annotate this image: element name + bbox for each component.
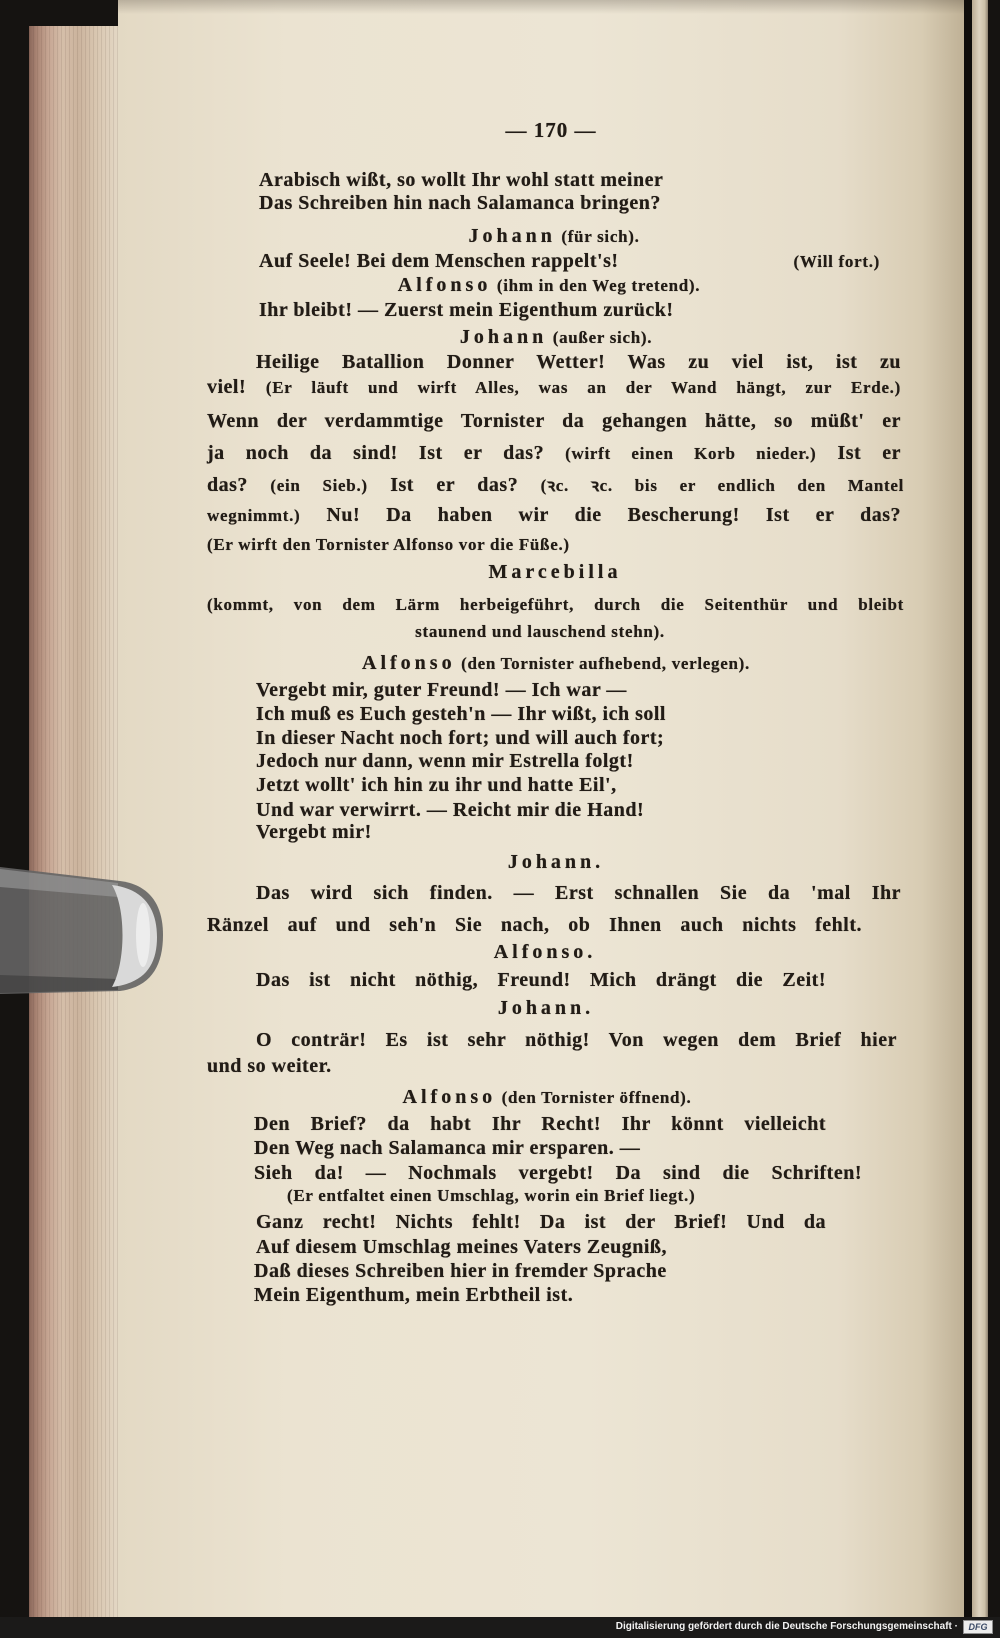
stage-direction-line: staunend und lauschend stehn).	[415, 622, 665, 641]
speech-text: Ist er das?	[390, 474, 519, 496]
speaker-line	[460, 324, 652, 351]
digitization-credit: Digitalisierung gefördert durch die Deutsche Forschungsgemeinschaft ·	[615, 1621, 958, 1632]
page-top-shadow	[118, 0, 964, 14]
text-line: In dieser Nacht noch fort; und will auch fort;	[256, 727, 665, 749]
speaker-name: Alfonso	[397, 274, 492, 296]
text-line	[207, 472, 904, 499]
page-edges-texture	[29, 26, 118, 1618]
speech-text: viel!	[207, 376, 247, 398]
speaker-line	[398, 272, 700, 299]
stage-direction: (Will fort.)	[793, 252, 880, 271]
text-line: O conträr! Es ist sehr nöthig! Von wegen dem Brief hier	[256, 1029, 897, 1051]
stage-direction: (außer sich).	[552, 328, 653, 347]
text-line: Vergebt mir!	[256, 821, 372, 843]
text-line	[207, 440, 901, 467]
stage-direction-line: (kommt, von dem Lärm herbeigeführt, durch die Seitenthür und bleibt	[207, 595, 904, 614]
speaker-line	[362, 650, 750, 677]
text-line	[259, 248, 880, 275]
stage-direction: (ꝛc. ꝛc. bis er endlich den Mantel	[540, 476, 904, 495]
text-line: Auf diesem Umschlag meines Vaters Zeugniß,	[256, 1236, 668, 1258]
text-line: Heilige Batallion Donner Wetter! Was zu viel ist, ist zu	[256, 351, 901, 373]
text-line: Jetzt wollt' ich hin zu ihr und hatte Eil',	[256, 774, 617, 796]
text-line: Daß dieses Schreiben hier in fremder Sprache	[254, 1260, 667, 1282]
speaker-name: Johann.	[507, 851, 605, 873]
page-clip	[0, 855, 170, 1005]
speech-text: das?	[207, 474, 248, 496]
text-line: Mein Eigenthum, mein Erbtheil ist.	[254, 1284, 574, 1306]
stage-direction: (den Tornister öffnend).	[501, 1088, 692, 1107]
text-line: Ränzel auf und seh'n Sie nach, ob Ihnen auch nichts fehlt.	[207, 914, 862, 936]
stage-direction-line: (Er wirft den Tornister Alfonso vor die Füße.)	[207, 535, 570, 554]
stage-direction: (für sich).	[561, 227, 640, 246]
stage-direction: wegnimmt.)	[207, 506, 301, 525]
speaker-name: Marcebilla	[488, 561, 622, 583]
page-number: — 170 —	[505, 118, 597, 142]
dfg-logo: DFG	[963, 1620, 993, 1634]
speaker-name: Alfonso	[362, 652, 456, 674]
text-line: Das wird sich finden. — Erst schnallen Sie da 'mal Ihr	[256, 882, 901, 904]
speaker-name: Alfonso.	[493, 941, 597, 963]
speaker-name: Johann.	[497, 997, 595, 1019]
speech-text: Nu! Da haben wir die Bescherung! Ist er das?	[326, 504, 901, 526]
stage-direction: (wirft einen Korb nieder.)	[565, 444, 817, 463]
stage-direction: (den Tornister aufhebend, verlegen).	[461, 654, 750, 673]
text-line: Das Schreiben hin nach Salamanca bringen?	[259, 192, 661, 214]
text-line: Sieh da! — Nochmals vergebt! Da sind die Schriften!	[254, 1162, 862, 1184]
text-line: Vergebt mir, guter Freund! — Ich war —	[256, 679, 627, 701]
text-line: Den Weg nach Salamanca mir ersparen. —	[254, 1137, 641, 1159]
text-line: Ihr bleibt! — Zuerst mein Eigenthum zurück!	[259, 299, 674, 321]
stage-direction: (ihm in den Weg tretend).	[496, 276, 701, 295]
text-line	[207, 374, 901, 401]
text-line: Den Brief? da habt Ihr Recht! Ihr könnt vielleicht	[254, 1113, 826, 1135]
text-line: Ich muß es Euch gesteh'n — Ihr wißt, ich soll	[256, 703, 666, 725]
stage-direction-line: (Er entfaltet einen Umschlag, worin ein Brief liegt.)	[287, 1186, 696, 1205]
text-line: Und war verwirrt. — Reicht mir die Hand!	[256, 799, 645, 821]
text-line: Ganz recht! Nichts fehlt! Da ist der Brief! Und da	[256, 1211, 826, 1233]
speaker-name: Johann	[468, 225, 556, 247]
speech-text: Auf Seele! Bei dem Menschen rappelt's!	[259, 250, 619, 272]
stage-direction: (ein Sieb.)	[270, 476, 368, 495]
speaker-line	[403, 1084, 692, 1111]
speech-text: ja noch da sind! Ist er das?	[207, 442, 545, 464]
text-line: und so weiter.	[207, 1055, 332, 1077]
text-line	[207, 502, 901, 529]
text-line: Arabisch wißt, so wollt Ihr wohl statt meiner	[259, 169, 664, 191]
speaker-line	[468, 223, 639, 250]
speech-text: Ist er	[837, 442, 902, 464]
speaker-name: Alfonso	[402, 1086, 497, 1108]
text-line: Das ist nicht nöthig, Freund! Mich drängt die Zeit!	[256, 969, 826, 991]
speaker-name: Johann	[459, 326, 548, 348]
text-line: Jedoch nur dann, wenn mir Estrella folgt!	[256, 750, 634, 772]
book-gutter	[964, 0, 972, 1618]
adjacent-page-edge	[972, 0, 988, 1618]
text-line: Wenn der verdammtige Tornister da gehangen hätte, so müßt' er	[207, 410, 901, 432]
stage-direction: (Er läuft und wirft Alles, was an der Wand hängt, zur Erde.)	[265, 378, 901, 397]
